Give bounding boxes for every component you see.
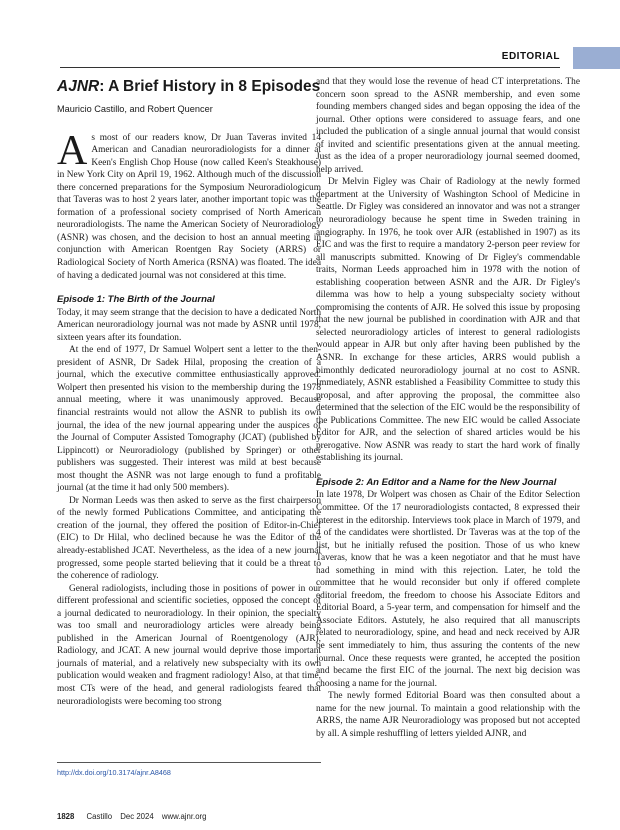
- doi-link[interactable]: http://dx.doi.org/10.3174/ajnr.A8468: [57, 768, 171, 777]
- footer-date: Dec 2024: [120, 812, 154, 821]
- intro-paragraph: [57, 127, 321, 283]
- section-label: EDITORIAL: [501, 51, 560, 62]
- continued-paragraph: and that they would lose the revenue of head CT interpretations. The concern soon spread to the ASNR membership, and even some founding members changed sides and began opposing the idea of the journal. Other options were considered to assuage fears, and one included the publication of a single annual journal that would consist of invited and scientific presentations given at the annual meeting. Just as the idea of a proper neuroradiology journal seemed doomed, help arrived.: [316, 77, 580, 175]
- article-title: [57, 77, 321, 97]
- page-number: 1828: [57, 812, 75, 821]
- title-rest: : A Brief History in 8 Episodes: [99, 78, 321, 95]
- figley-paragraph: Dr Melvin Figley was Chair of Radiology at the newly formed department at the University of Washington School of Medicine in Seattle. Dr Figley was considered an innovator and was not a stranger to neuroradiology because he spent time in Sweden training in angiography. In 1976, he took over AJR (established in 1907) as its EIC and was the first to require a mandatory 2-person peer review for all manuscripts submitted. Knowing of Dr Figley's commendable traits, Norman Leeds approached him in 1978 with the notion of establishing cooperation between ASNR and the AJR. Dr Figley's dilemma was how to help a young subspecialty society without compromising the contents of AJR. He solved this issue by proposing that the new journal be published in coordination with AJR and that selected neuroradiology articles of interest to general radiologists would appear in AJR but only after having been published by the ASNR. In exchange for these articles, ARRS would publish a bimonthly dedicated neuroradiology journal at no cost to ASNR. Immediately, ASNR established a Feasibility Committee to study this proposal, and after approving the proposal, the committee also determined that the selection of the EIC would be the responsibility of the Publications Committee. The new EIC would be called Associate Editor for AJR, and the selection of shared articles would be his prerogative. Now ASNR was ready to start the hard work of finally establishing its journal.: [316, 177, 580, 464]
- drop-cap: A: [57, 127, 88, 174]
- footer-site[interactable]: www.ajnr.org: [161, 812, 207, 821]
- header-rule: [60, 67, 560, 68]
- title-journal: AJNR: [57, 78, 100, 95]
- episode1-paragraph-1: Today, it may seem strange that the decision to have a dedicated North American neuroradiology journal was not made by ASNR until 1978, sixteen years after its foundation.: [57, 307, 321, 343]
- episode2-heading: Episode 2: An Editor and a Name for the New Journal: [316, 476, 557, 488]
- left-column: [57, 76, 321, 708]
- intro-text: s most of our readers know, Dr Juan Taveras invited 14 American and Canadian neuroradiologists for a dinner at Keen's English Chop House (now called Keen's Steakhouse) in New York City on April 19, 1962. Although much of the discussion there concerned preparations for the Symposium Neuroradiologicum that Taveras was to host 2 years later, another important topic was the formation of a professional society comprised of North American neuroradiologists. The name the American Society of Neuroradiology (ASNR) was chosen, and the decision to host an annual meeting in conjunction with American Roentgen Ray Society (ARRS) or Radiological Society of North America (RSNA) was floated. The idea of having a dedicated journal was not considered at this time.: [57, 132, 321, 281]
- episode2-paragraph-2: The newly formed Editorial Board was then consulted about a name for the new journal. To maintain a good relationship with the ARRS, the name AJR Neuroradiology was proposed but not accepted by all. A simple reshuffling of letters yielded AJNR, and: [316, 691, 580, 739]
- authors: Mauricio Castillo, and Robert Quencer: [57, 104, 213, 114]
- page-footer: [57, 812, 206, 821]
- episode1-paragraph-3: Dr Norman Leeds was then asked to serve as the first chairperson of the newly formed Publications Committee, and anticipating the creation of the journal, they offered the position of Editor-in-Chief (EIC) to Dr Hilal, who declined because he was the Editor of the already-established JCAT. Nevertheless, as the idea of a new journal progressed, some people started believing that it could be a threat to the coherence of radiology.: [57, 495, 321, 582]
- section-color-tab: [573, 47, 620, 69]
- episode2-paragraph-1: In late 1978, Dr Wolpert was chosen as Chair of the Editor Selection Committee. Of the 17 neuroradiologists contacted, 8 expressed their interest in the editorship. Interviews took place in March of 1979, and 4 of the candidates were shortlisted. Dr Taveras was at the top of the list, but he initially refused the position. Those of us who knew Taveras, know that he was a keen negotiator and that he must have had something in mind with this rejection. Later, he told the committee that he would reconsider but only if offered complete editorial freedom, the freedom to choose his Associate Editors and Editorial Board, a 5-year term, and compensation for himself and the Associate Editors. Astutely, he also required that all manuscripts related to neuroradiology, spine, and head and neck received by AJR be sent immediately to him, thus assuring the contents of the new journal. Once these requests were granted, he accepted the position and became the first EIC of the journal. The next big decision was choosing a name for the journal.: [316, 490, 580, 689]
- episode1-paragraph-4: General radiologists, including those in positions of power in our different professional and scientific societies, opposed the concept of a journal dedicated to neuroradiology. In their opinion, the specialty was too small and neuroradiology articles were already being published in the American Journal of Roentgenology (AJR), Radiology, and JCAT. A new journal would deprive those important journals of material, and a relatively new subspecialty with its own publication would weaken and fragment radiology! Also, at that time, most CTs were of the head, and general radiologists feared that neuroradiologists were becoming too strong: [57, 583, 321, 707]
- episode1-paragraph-2: At the end of 1977, Dr Samuel Wolpert sent a letter to the then-president of ASNR, Dr Sadek Hilal, proposing the creation of a journal, which the executive committee enthusiastically approved. Wolpert then presented his vision to the membership during the 1978 annual meeting, where it was unanimously approved. Because financial restraints would not allow the ASNR to publish its own journal, the idea of the new journal appearing under the auspices of the Journal of Computer Assisted Tomography (JCAT) (published by Lippincott) or Neuroradiology (published by Springer) or other publishers was suggested. Their interest was mild at best because most thought the ASNR was not large enough to fund a profitable journal (at the time it had only 500 members).: [57, 345, 321, 494]
- episode1-heading: Episode 1: The Birth of the Journal: [57, 294, 215, 306]
- right-column: [316, 76, 580, 740]
- footnote-rule: [57, 762, 321, 763]
- footer-author: Castillo: [86, 812, 113, 821]
